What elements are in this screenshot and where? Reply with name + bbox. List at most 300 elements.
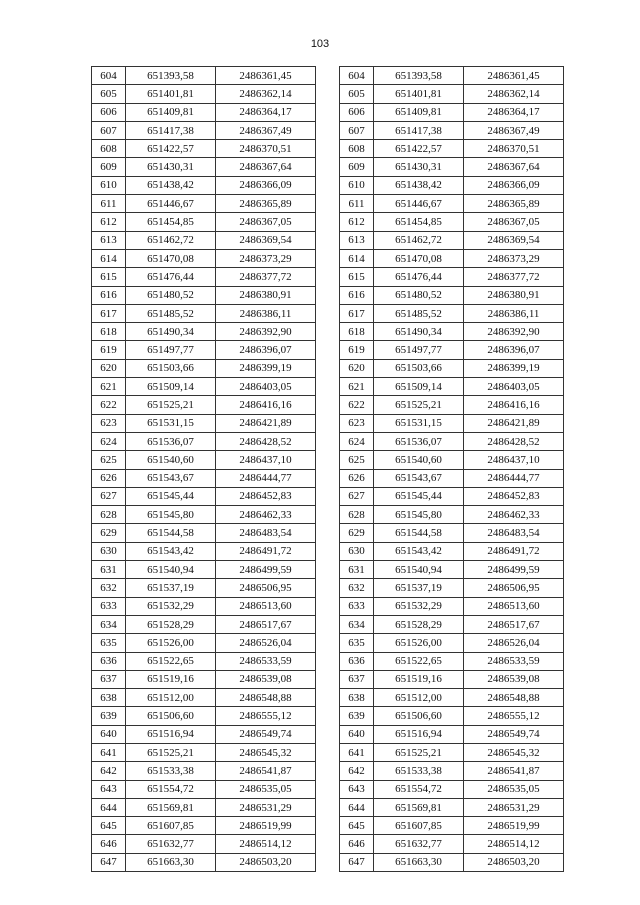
- x-coordinate-cell: 651480,52: [374, 286, 464, 304]
- x-coordinate-cell: 651569,81: [374, 798, 464, 816]
- y-coordinate-cell: 2486506,95: [216, 579, 316, 597]
- y-coordinate-cell: 2486392,90: [464, 323, 564, 341]
- y-coordinate-cell: 2486377,72: [464, 268, 564, 286]
- point-number-cell: 607: [340, 121, 374, 139]
- table-row: [340, 268, 564, 286]
- x-coordinate-cell: 651446,67: [126, 195, 216, 213]
- y-coordinate-cell: 2486362,14: [464, 85, 564, 103]
- point-number-cell: 616: [340, 286, 374, 304]
- table-row: [340, 615, 564, 633]
- point-number-cell: 640: [340, 725, 374, 743]
- point-number-cell: 641: [92, 743, 126, 761]
- table-row: [340, 231, 564, 249]
- point-number-cell: 624: [92, 432, 126, 450]
- point-number-cell: 644: [340, 798, 374, 816]
- point-number-cell: 646: [92, 835, 126, 853]
- table-row: [340, 707, 564, 725]
- table-row: [340, 67, 564, 85]
- x-coordinate-cell: 651430,31: [126, 158, 216, 176]
- table-row: [92, 103, 316, 121]
- point-number-cell: 634: [92, 615, 126, 633]
- x-coordinate-cell: 651409,81: [374, 103, 464, 121]
- table-row: [340, 286, 564, 304]
- y-coordinate-cell: 2486555,12: [216, 707, 316, 725]
- point-number-cell: 625: [340, 451, 374, 469]
- point-number-cell: 610: [92, 176, 126, 194]
- y-coordinate-cell: 2486377,72: [216, 268, 316, 286]
- x-coordinate-cell: 651454,85: [126, 213, 216, 231]
- point-number-cell: 628: [340, 506, 374, 524]
- x-coordinate-cell: 651454,85: [374, 213, 464, 231]
- y-coordinate-cell: 2486555,12: [464, 707, 564, 725]
- y-coordinate-cell: 2486396,07: [216, 341, 316, 359]
- y-coordinate-cell: 2486437,10: [216, 451, 316, 469]
- point-number-cell: 604: [340, 67, 374, 85]
- y-coordinate-cell: 2486541,87: [216, 762, 316, 780]
- point-number-cell: 640: [92, 725, 126, 743]
- point-number-cell: 643: [340, 780, 374, 798]
- table-row: [92, 670, 316, 688]
- x-coordinate-cell: 651516,94: [374, 725, 464, 743]
- y-coordinate-cell: 2486367,64: [464, 158, 564, 176]
- y-coordinate-cell: 2486367,64: [216, 158, 316, 176]
- x-coordinate-cell: 651540,60: [374, 451, 464, 469]
- table-row: [340, 597, 564, 615]
- y-coordinate-cell: 2486535,05: [216, 780, 316, 798]
- table-row: [92, 195, 316, 213]
- y-coordinate-cell: 2486545,32: [216, 743, 316, 761]
- x-coordinate-cell: 651476,44: [126, 268, 216, 286]
- table-row: [92, 597, 316, 615]
- table-row: [92, 725, 316, 743]
- x-coordinate-cell: 651543,42: [126, 542, 216, 560]
- point-number-cell: 616: [92, 286, 126, 304]
- x-coordinate-cell: 651430,31: [374, 158, 464, 176]
- point-number-cell: 642: [92, 762, 126, 780]
- point-number-cell: 632: [92, 579, 126, 597]
- x-coordinate-cell: 651480,52: [126, 286, 216, 304]
- y-coordinate-cell: 2486367,49: [216, 121, 316, 139]
- table-row: [92, 67, 316, 85]
- table-row: [92, 561, 316, 579]
- y-coordinate-cell: 2486514,12: [464, 835, 564, 853]
- x-coordinate-cell: 651401,81: [374, 85, 464, 103]
- point-number-cell: 611: [340, 195, 374, 213]
- x-coordinate-cell: 651422,57: [126, 140, 216, 158]
- table-row: [92, 542, 316, 560]
- y-coordinate-cell: 2486416,16: [216, 396, 316, 414]
- x-coordinate-cell: 651470,08: [374, 249, 464, 267]
- y-coordinate-cell: 2486452,83: [216, 487, 316, 505]
- y-coordinate-cell: 2486366,09: [464, 176, 564, 194]
- point-number-cell: 627: [340, 487, 374, 505]
- y-coordinate-cell: 2486403,05: [464, 378, 564, 396]
- point-number-cell: 637: [92, 670, 126, 688]
- point-number-cell: 609: [92, 158, 126, 176]
- point-number-cell: 613: [92, 231, 126, 249]
- point-number-cell: 608: [92, 140, 126, 158]
- point-number-cell: 608: [340, 140, 374, 158]
- point-number-cell: 627: [92, 487, 126, 505]
- point-number-cell: 617: [340, 304, 374, 322]
- table-row: [92, 268, 316, 286]
- y-coordinate-cell: 2486403,05: [216, 378, 316, 396]
- x-coordinate-cell: 651531,15: [126, 414, 216, 432]
- x-coordinate-cell: 651632,77: [374, 835, 464, 853]
- x-coordinate-cell: 651533,38: [374, 762, 464, 780]
- table-row: [92, 249, 316, 267]
- point-number-cell: 635: [340, 634, 374, 652]
- x-coordinate-cell: 651519,16: [126, 670, 216, 688]
- table-row: [340, 487, 564, 505]
- point-number-cell: 636: [340, 652, 374, 670]
- point-number-cell: 645: [92, 817, 126, 835]
- point-number-cell: 638: [340, 689, 374, 707]
- point-number-cell: 632: [340, 579, 374, 597]
- y-coordinate-cell: 2486386,11: [216, 304, 316, 322]
- x-coordinate-cell: 651497,77: [126, 341, 216, 359]
- point-number-cell: 639: [340, 707, 374, 725]
- point-number-cell: 609: [340, 158, 374, 176]
- y-coordinate-cell: 2486531,29: [464, 798, 564, 816]
- x-coordinate-cell: 651569,81: [126, 798, 216, 816]
- y-coordinate-cell: 2486396,07: [464, 341, 564, 359]
- x-coordinate-cell: 651528,29: [126, 615, 216, 633]
- table-row: [340, 103, 564, 121]
- x-coordinate-cell: 651512,00: [126, 689, 216, 707]
- y-coordinate-cell: 2486499,59: [216, 561, 316, 579]
- point-number-cell: 615: [340, 268, 374, 286]
- table-row: [340, 378, 564, 396]
- x-coordinate-cell: 651544,58: [374, 524, 464, 542]
- x-coordinate-cell: 651516,94: [126, 725, 216, 743]
- y-coordinate-cell: 2486533,59: [216, 652, 316, 670]
- point-number-cell: 604: [92, 67, 126, 85]
- table-row: [92, 121, 316, 139]
- y-coordinate-cell: 2486517,67: [464, 615, 564, 633]
- x-coordinate-cell: 651525,21: [374, 743, 464, 761]
- point-number-cell: 629: [340, 524, 374, 542]
- y-coordinate-cell: 2486373,29: [216, 249, 316, 267]
- y-coordinate-cell: 2486539,08: [216, 670, 316, 688]
- y-coordinate-cell: 2486444,77: [216, 469, 316, 487]
- x-coordinate-cell: 651503,66: [374, 359, 464, 377]
- x-coordinate-cell: 651422,57: [374, 140, 464, 158]
- point-number-cell: 610: [340, 176, 374, 194]
- point-number-cell: 641: [340, 743, 374, 761]
- table-row: [92, 231, 316, 249]
- x-coordinate-cell: 651525,21: [126, 743, 216, 761]
- point-number-cell: 607: [92, 121, 126, 139]
- y-coordinate-cell: 2486526,04: [216, 634, 316, 652]
- x-coordinate-cell: 651490,34: [374, 323, 464, 341]
- y-coordinate-cell: 2486399,19: [464, 359, 564, 377]
- point-number-cell: 635: [92, 634, 126, 652]
- y-coordinate-cell: 2486361,45: [464, 67, 564, 85]
- y-coordinate-cell: 2486503,20: [464, 853, 564, 871]
- point-number-cell: 638: [92, 689, 126, 707]
- x-coordinate-cell: 651525,21: [126, 396, 216, 414]
- x-coordinate-cell: 651545,44: [126, 487, 216, 505]
- x-coordinate-cell: 651462,72: [374, 231, 464, 249]
- y-coordinate-cell: 2486514,12: [216, 835, 316, 853]
- y-coordinate-cell: 2486503,20: [216, 853, 316, 871]
- table-row: [92, 652, 316, 670]
- point-number-cell: 643: [92, 780, 126, 798]
- point-number-cell: 631: [340, 561, 374, 579]
- x-coordinate-cell: 651532,29: [126, 597, 216, 615]
- y-coordinate-cell: 2486526,04: [464, 634, 564, 652]
- table-row: [340, 634, 564, 652]
- point-number-cell: 622: [92, 396, 126, 414]
- x-coordinate-cell: 651554,72: [126, 780, 216, 798]
- table-row: [340, 359, 564, 377]
- table-row: [92, 140, 316, 158]
- x-coordinate-cell: 651401,81: [126, 85, 216, 103]
- y-coordinate-cell: 2486367,05: [464, 213, 564, 231]
- table-row: [92, 414, 316, 432]
- table-row: [340, 780, 564, 798]
- table-row: [340, 85, 564, 103]
- x-coordinate-cell: 651409,81: [126, 103, 216, 121]
- x-coordinate-cell: 651663,30: [126, 853, 216, 871]
- table-row: [340, 817, 564, 835]
- table-row: [92, 304, 316, 322]
- y-coordinate-cell: 2486428,52: [464, 432, 564, 450]
- table-row: [92, 359, 316, 377]
- x-coordinate-cell: 651545,44: [374, 487, 464, 505]
- x-coordinate-cell: 651470,08: [126, 249, 216, 267]
- x-coordinate-cell: 651497,77: [374, 341, 464, 359]
- x-coordinate-cell: 651540,94: [126, 561, 216, 579]
- point-number-cell: 614: [340, 249, 374, 267]
- point-number-cell: 615: [92, 268, 126, 286]
- table-row: [340, 451, 564, 469]
- table-row: [92, 396, 316, 414]
- table-row: [92, 323, 316, 341]
- point-number-cell: 619: [92, 341, 126, 359]
- point-number-cell: 622: [340, 396, 374, 414]
- table-row: [340, 652, 564, 670]
- y-coordinate-cell: 2486491,72: [464, 542, 564, 560]
- point-number-cell: 614: [92, 249, 126, 267]
- x-coordinate-cell: 651393,58: [126, 67, 216, 85]
- y-coordinate-cell: 2486491,72: [216, 542, 316, 560]
- y-coordinate-cell: 2486462,33: [216, 506, 316, 524]
- table-row: [92, 506, 316, 524]
- table-row: [340, 195, 564, 213]
- table-row: [92, 762, 316, 780]
- table-row: [92, 451, 316, 469]
- point-number-cell: 630: [92, 542, 126, 560]
- y-coordinate-cell: 2486519,99: [464, 817, 564, 835]
- y-coordinate-cell: 2486545,32: [464, 743, 564, 761]
- x-coordinate-cell: 651532,29: [374, 597, 464, 615]
- y-coordinate-cell: 2486365,89: [216, 195, 316, 213]
- x-coordinate-cell: 651528,29: [374, 615, 464, 633]
- point-number-cell: 647: [92, 853, 126, 871]
- y-coordinate-cell: 2486483,54: [464, 524, 564, 542]
- table-row: [340, 121, 564, 139]
- table-row: [92, 579, 316, 597]
- y-coordinate-cell: 2486549,74: [464, 725, 564, 743]
- x-coordinate-cell: 651607,85: [126, 817, 216, 835]
- y-coordinate-cell: 2486364,17: [464, 103, 564, 121]
- table-row: [340, 213, 564, 231]
- y-coordinate-cell: 2486362,14: [216, 85, 316, 103]
- table-row: [340, 542, 564, 560]
- y-coordinate-cell: 2486370,51: [464, 140, 564, 158]
- table-row: [340, 432, 564, 450]
- x-coordinate-cell: 651522,65: [126, 652, 216, 670]
- x-coordinate-cell: 651536,07: [126, 432, 216, 450]
- x-coordinate-cell: 651540,94: [374, 561, 464, 579]
- y-coordinate-cell: 2486421,89: [464, 414, 564, 432]
- point-number-cell: 636: [92, 652, 126, 670]
- x-coordinate-cell: 651417,38: [374, 121, 464, 139]
- y-coordinate-cell: 2486462,33: [464, 506, 564, 524]
- table-row: [340, 249, 564, 267]
- x-coordinate-cell: 651509,14: [374, 378, 464, 396]
- y-coordinate-cell: 2486421,89: [216, 414, 316, 432]
- x-coordinate-cell: 651544,58: [126, 524, 216, 542]
- x-coordinate-cell: 651531,15: [374, 414, 464, 432]
- y-coordinate-cell: 2486531,29: [216, 798, 316, 816]
- x-coordinate-cell: 651545,80: [374, 506, 464, 524]
- point-number-cell: 613: [340, 231, 374, 249]
- x-coordinate-cell: 651543,42: [374, 542, 464, 560]
- table-row: [92, 469, 316, 487]
- point-number-cell: 621: [340, 378, 374, 396]
- y-coordinate-cell: 2486370,51: [216, 140, 316, 158]
- table-row: [92, 85, 316, 103]
- point-number-cell: 606: [340, 103, 374, 121]
- x-coordinate-cell: 651536,07: [374, 432, 464, 450]
- y-coordinate-cell: 2486361,45: [216, 67, 316, 85]
- y-coordinate-cell: 2486539,08: [464, 670, 564, 688]
- x-coordinate-cell: 651607,85: [374, 817, 464, 835]
- y-coordinate-cell: 2486483,54: [216, 524, 316, 542]
- table-row: [340, 176, 564, 194]
- point-number-cell: 605: [340, 85, 374, 103]
- y-coordinate-cell: 2486533,59: [464, 652, 564, 670]
- table-row: [340, 341, 564, 359]
- coordinates-table-right: [339, 66, 564, 872]
- table-row: [340, 323, 564, 341]
- y-coordinate-cell: 2486380,91: [464, 286, 564, 304]
- point-number-cell: 612: [340, 213, 374, 231]
- table-row: [340, 743, 564, 761]
- y-coordinate-cell: 2486499,59: [464, 561, 564, 579]
- y-coordinate-cell: 2486365,89: [464, 195, 564, 213]
- point-number-cell: 630: [340, 542, 374, 560]
- x-coordinate-cell: 651519,16: [374, 670, 464, 688]
- point-number-cell: 620: [340, 359, 374, 377]
- x-coordinate-cell: 651545,80: [126, 506, 216, 524]
- table-row: [340, 762, 564, 780]
- point-number-cell: 605: [92, 85, 126, 103]
- table-row: [92, 432, 316, 450]
- y-coordinate-cell: 2486373,29: [464, 249, 564, 267]
- point-number-cell: 646: [340, 835, 374, 853]
- table-row: [340, 835, 564, 853]
- x-coordinate-cell: 651417,38: [126, 121, 216, 139]
- coordinates-table-left: [91, 66, 316, 872]
- table-row: [340, 524, 564, 542]
- table-row: [340, 798, 564, 816]
- x-coordinate-cell: 651554,72: [374, 780, 464, 798]
- table-row: [340, 469, 564, 487]
- y-coordinate-cell: 2486548,88: [216, 689, 316, 707]
- x-coordinate-cell: 651503,66: [126, 359, 216, 377]
- table-row: [340, 304, 564, 322]
- x-coordinate-cell: 651537,19: [374, 579, 464, 597]
- x-coordinate-cell: 651438,42: [374, 176, 464, 194]
- y-coordinate-cell: 2486541,87: [464, 762, 564, 780]
- point-number-cell: 631: [92, 561, 126, 579]
- table-row: [340, 158, 564, 176]
- x-coordinate-cell: 651509,14: [126, 378, 216, 396]
- point-number-cell: 617: [92, 304, 126, 322]
- point-number-cell: 628: [92, 506, 126, 524]
- table-row: [92, 707, 316, 725]
- y-coordinate-cell: 2486366,09: [216, 176, 316, 194]
- y-coordinate-cell: 2486380,91: [216, 286, 316, 304]
- y-coordinate-cell: 2486519,99: [216, 817, 316, 835]
- x-coordinate-cell: 651512,00: [374, 689, 464, 707]
- y-coordinate-cell: 2486513,60: [216, 597, 316, 615]
- table-row: [92, 286, 316, 304]
- table-row: [92, 176, 316, 194]
- table-row: [92, 615, 316, 633]
- x-coordinate-cell: 651543,67: [126, 469, 216, 487]
- point-number-cell: 619: [340, 341, 374, 359]
- x-coordinate-cell: 651540,60: [126, 451, 216, 469]
- y-coordinate-cell: 2486367,05: [216, 213, 316, 231]
- table-row: [92, 817, 316, 835]
- table-row: [92, 341, 316, 359]
- table-row: [340, 725, 564, 743]
- point-number-cell: 624: [340, 432, 374, 450]
- table-row: [92, 524, 316, 542]
- y-coordinate-cell: 2486535,05: [464, 780, 564, 798]
- point-number-cell: 644: [92, 798, 126, 816]
- x-coordinate-cell: 651543,67: [374, 469, 464, 487]
- table-row: [92, 634, 316, 652]
- point-number-cell: 647: [340, 853, 374, 871]
- table-row: [340, 853, 564, 871]
- point-number-cell: 626: [92, 469, 126, 487]
- y-coordinate-cell: 2486369,54: [216, 231, 316, 249]
- point-number-cell: 618: [340, 323, 374, 341]
- table-row: [92, 487, 316, 505]
- y-coordinate-cell: 2486399,19: [216, 359, 316, 377]
- x-coordinate-cell: 651485,52: [126, 304, 216, 322]
- table-row: [92, 378, 316, 396]
- y-coordinate-cell: 2486452,83: [464, 487, 564, 505]
- x-coordinate-cell: 651522,65: [374, 652, 464, 670]
- y-coordinate-cell: 2486444,77: [464, 469, 564, 487]
- y-coordinate-cell: 2486549,74: [216, 725, 316, 743]
- point-number-cell: 634: [340, 615, 374, 633]
- x-coordinate-cell: 651462,72: [126, 231, 216, 249]
- table-row: [340, 561, 564, 579]
- y-coordinate-cell: 2486416,16: [464, 396, 564, 414]
- table-row: [92, 780, 316, 798]
- point-number-cell: 621: [92, 378, 126, 396]
- x-coordinate-cell: 651393,58: [374, 67, 464, 85]
- point-number-cell: 618: [92, 323, 126, 341]
